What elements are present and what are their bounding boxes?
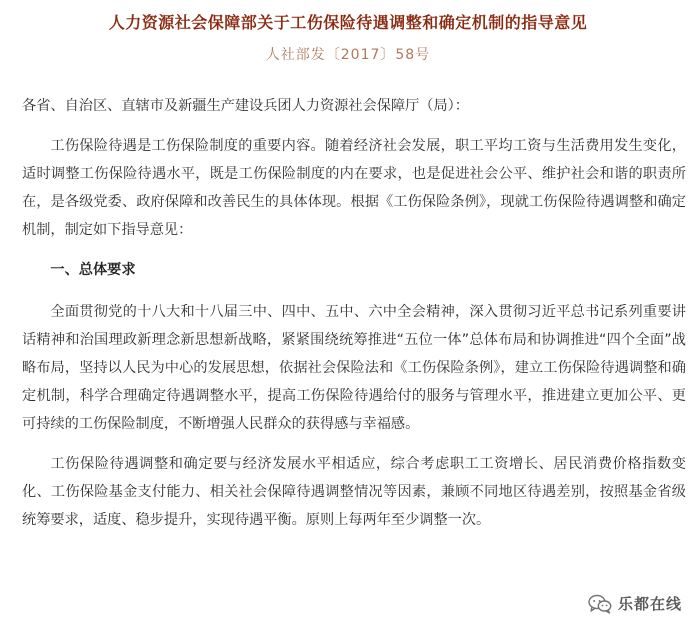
section-heading-general-requirements: 一、总体要求: [50, 262, 136, 278]
document-body: [22, 92, 686, 534]
watermark: [588, 593, 682, 614]
section-paragraph-2: 工伤保险待遇调整和确定要与经济发展水平相适应，综合考虑职工工资增长、居民消费价格指数变化、工伤保险基金支付能力、相关社会保障待遇调整情况等因素，兼顾不同地区待遇差别，按照基金省级统筹要求，适度、稳步提升，实现待遇平衡。原则上每两年至少调整一次。: [22, 456, 686, 528]
document-title: 人力资源社会保障部关于工伤保险待遇调整和确定机制的指导意见: [108, 13, 588, 32]
section-paragraph-1: 全面贯彻党的十八大和十八届三中、四中、五中、六中全会精神，深入贯彻习近平总书记系列重要讲话精神和治国理政新理念新思想新战略，紧紧围绕统筹推进“五位一体”总体布局和协调推进“四个全面”战略布局，坚持以人民为中心的发展思想，依据社会保险法和《工伤保险条例》，建立工伤保险待遇调整和确定机制，科学合理确定待遇调整水平，提高工伤保险待遇给付的服务与管理水平，推进建立更加公平、更可持续的工伤保险制度，不断增强人民群众的获得感与幸福感。: [22, 304, 686, 432]
intro-paragraph: 工伤保险待遇是工伤保险制度的重要内容。随着经济社会发展，职工平均工资与生活费用发生变化，适时调整工伤保险待遇水平，既是工伤保险制度的内在要求，也是促进社会公平、维护社会和谐的职责所在，是各级党委、政府保障和改善民生的具体体现。根据《工伤保险条例》，现就工伤保险待遇调整和确定机制，制定如下指导意见：: [22, 138, 686, 238]
document-number: 人社部发〔2017〕58号: [265, 47, 431, 63]
salutation: 各省、自治区、直辖市及新疆生产建设兵团人力资源社会保障厅（局）：: [22, 98, 469, 114]
watermark-text: 乐都在线: [617, 595, 682, 613]
wechat-icon: [588, 594, 612, 614]
